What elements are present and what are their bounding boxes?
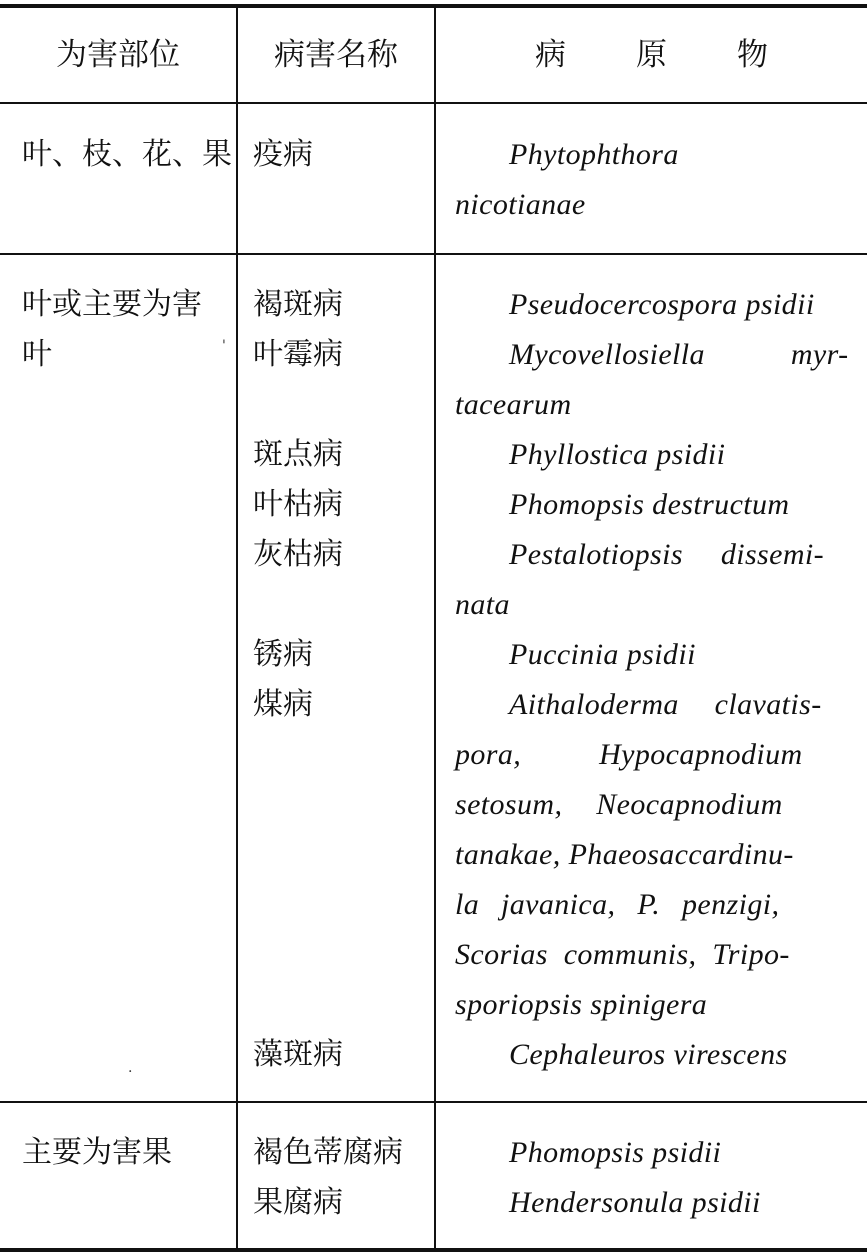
pathogen-line: Aithaloderma clavatis- [509,688,822,721]
pathogen-line: Puccinia psidii [509,638,696,671]
column-divider-2 [434,6,436,1250]
disease-name: 果腐病 [253,1185,343,1220]
pathogen-line: tacearum [455,388,572,421]
part-line: 叶或主要为害 [22,287,202,322]
disease-name: 灰枯病 [253,537,343,572]
disease-name: 叶霉病 [253,337,343,372]
pathogen-line: sporiopsis spinigera [455,988,708,1021]
header-pathogen-label: 病原物 [535,37,838,73]
pathogen-line: Phyllostica psidii [509,438,726,471]
pathogen-cell [455,280,850,1080]
disease-name: 疫病 [253,137,313,172]
pathogen-line: nicotianae [455,188,586,221]
pathogen-line: Pseudocercospora psidii [509,288,815,321]
pathogen-line: la javanica, P. penzigi, [455,888,780,921]
disease-name: 褐色蒂腐病 [253,1135,403,1170]
pathogen-line: setosum, Neocapnodium [455,788,783,821]
pathogen-line: Pestalotiopsis dissemi- [509,538,825,571]
pathogen-line: Cephaleuros virescens [509,1038,788,1071]
print-speck: ' [222,338,226,354]
disease-name: 煤病 [253,687,313,722]
part-cell: 主要为害果 [22,1135,172,1170]
part-line: 叶 [22,337,52,372]
pathogen-line: Hendersonula psidii [509,1186,761,1219]
disease-name: 锈病 [253,637,313,672]
header-disease: 病害名称 [274,37,398,73]
disease-name: 褐斑病 [253,287,343,322]
header-part: 为害部位 [56,37,180,73]
disease-name: 斑点病 [253,437,343,472]
print-speck: . [128,1060,133,1076]
disease-name: 叶枯病 [253,487,343,522]
pathogen-line: Phytophthora [509,138,679,171]
disease-cell [253,130,313,180]
part-cell [22,280,202,380]
pathogen-line: nata [455,588,510,621]
pathogen-line: Phomopsis destructum [509,488,790,521]
pathogen-line: tanakae, Phaeosaccardinu- [455,838,794,871]
pathogen-line: Scorias communis, Tripo- [455,938,790,971]
pathogen-line: pora, Hypocapnodium [455,738,803,771]
disease-name: 藻斑病 [253,1037,343,1072]
pathogen-line: Mycovellosiella myr- [509,338,849,371]
part-cell: 叶、枝、花、果 [22,137,232,172]
pathogen-line: Phomopsis psidii [509,1136,722,1169]
disease-cell [253,1128,403,1228]
pathogen-cell [455,1128,850,1228]
pathogen-cell [455,130,850,230]
header-pathogen [436,0,867,103]
column-divider-1 [236,6,238,1250]
